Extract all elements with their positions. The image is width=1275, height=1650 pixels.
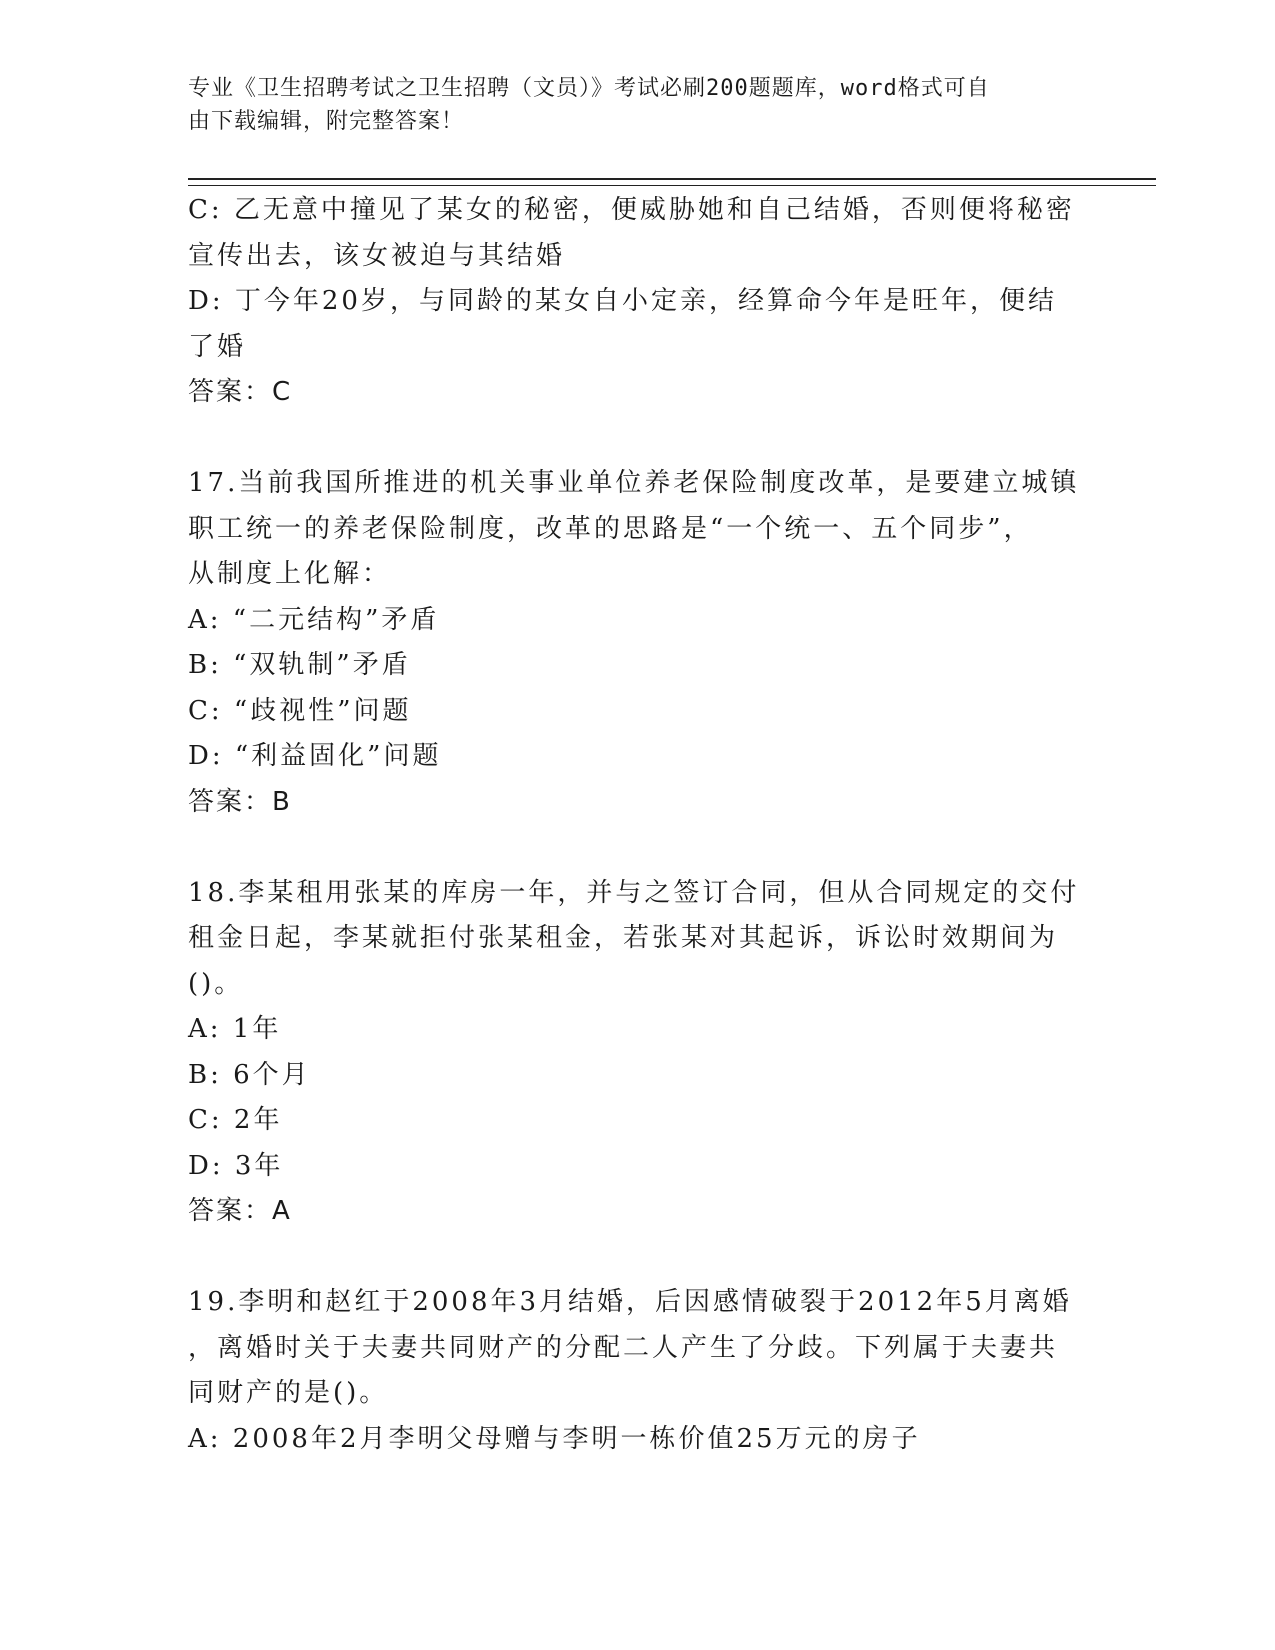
document-body [188, 188, 1088, 1462]
q19-stem-line-2: ，离婚时关于夫妻共同财产的分配二人产生了分歧。下列属于夫妻共 [188, 1332, 1059, 1363]
q18-option-a: A: 1年 [188, 1014, 282, 1044]
question-17 [188, 461, 1088, 825]
q17-stem-line-1: 17.当前我国所推进的机关事业单位养老保险制度改革，是要建立城镇 [188, 468, 1080, 498]
q16-option-c: C: 乙无意中撞见了某女的秘密，便威胁她和自己结婚，否则便将秘密 [188, 195, 1075, 225]
q18-stem-line-2: 租金日起，李某就拒付张某租金，若张某对其起诉，诉讼时效期间为 [188, 923, 1059, 953]
q18-answer: 答案：A [188, 1196, 292, 1226]
q16-answer: 答案：C [188, 377, 293, 407]
q18-stem-line-1: 18.李某租用张某的库房一年，并与之签订合同，但从合同规定的交付 [188, 877, 1080, 908]
header-divider [188, 178, 1156, 186]
q16-option-d: D: 丁今年20岁，与同龄的某女自小定亲，经算命今年是旺年，便结 [188, 286, 1057, 316]
document-header [188, 72, 1088, 138]
question-18 [188, 871, 1088, 1235]
header-title-line-1: 专业《卫生招聘考试之卫生招聘（文员）》考试必刷200题题库，word格式可自 [188, 76, 990, 101]
q19-stem-line-3: 同财产的是()。 [188, 1378, 389, 1408]
q17-option-c: C: “歧视性”问题 [188, 695, 412, 726]
q19-stem-line-1: 19.李明和赵红于2008年3月结婚，后因感情破裂于2012年5月离婚 [188, 1287, 1072, 1317]
q17-stem-line-3: 从制度上化解： [188, 559, 392, 589]
q16-option-d-continued: 了婚 [188, 331, 247, 362]
q17-answer: 答案：B [188, 786, 292, 817]
q17-stem-line-2: 职工统一的养老保险制度，改革的思路是“一个统一、五个同步”， [188, 513, 1033, 544]
q17-option-d: D: “利益固化”问题 [188, 741, 442, 771]
q17-option-a: A: “二元结构”矛盾 [188, 604, 440, 635]
question-16-continued [188, 188, 1088, 416]
question-19 [188, 1280, 1088, 1462]
question-spacer [188, 825, 1088, 871]
q17-option-b: B: “双轨制”矛盾 [188, 650, 411, 680]
q18-option-c: C: 2年 [188, 1105, 283, 1135]
question-spacer [188, 416, 1088, 462]
question-spacer [188, 1235, 1088, 1281]
q18-option-b: B: 6个月 [188, 1059, 311, 1090]
q19-option-a: A: 2008年2月李明父母赠与李明一栋价值25万元的房子 [188, 1423, 921, 1454]
q18-option-d: D: 3年 [188, 1150, 284, 1181]
q18-stem-line-3: ()。 [188, 968, 244, 999]
header-title-line-2: 由下载编辑，附完整答案！ [188, 109, 465, 134]
q16-option-c-continued: 宣传出去，该女被迫与其结婚 [188, 240, 566, 271]
